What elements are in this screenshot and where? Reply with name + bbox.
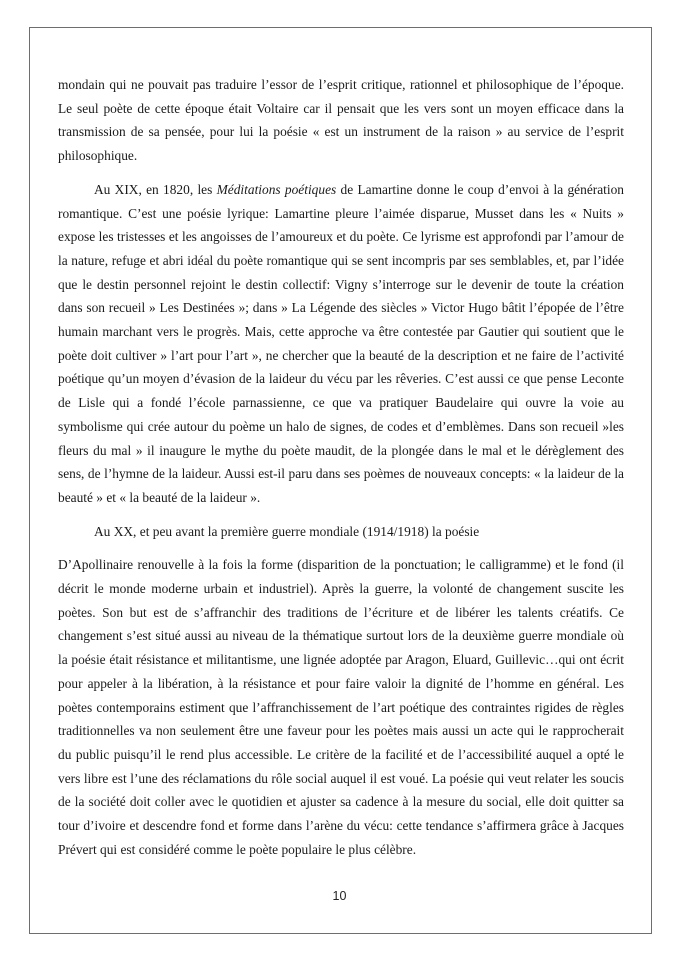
paragraph-apollinaire: D’Apollinaire renouvelle à la fois la forme (disparition de la ponctuation; le calligramme) et le fond (il décrit le monde moderne urbain et industriel). Après la guerre, la volonté de changement suscite les poètes. Son but est de s’affranchir des traditions de l’écriture et de libérer les talents créatifs. Ce changement s’est situé aussi au niveau de la thématique surtout lors de la deuxième guerre mondiale où la poésie était résistance et militantisme, une lignée adoptée par Aragon, Eluard, Guillevic…qui ont écrit pour appeler à la libération, à la résistance et pour faire valoir la dignité de l’homme en général. Les poètes contemporains estiment que l’affranchissement de l’art poétique des contraintes rigides de règles traditionnelles va non seulement être une faveur pour les poètes mais aussi un acte qui le rapprocherait du public puisqu’il le rend plus accessible. Le critère de la facilité et de l’accessibilité auquel a opté le vers libre est l’une des réclamations du rôle social auquel il est voué. La poésie qui veut relater les soucis de la société doit coller avec le quotidien et ajuster sa cadence à la mesure du social, elle doit quitter sa tour d’ivoire et descendre fond et forme dans l’arène du vécu: cette tendance s’affirmera grâce à Jacques Prévert qui est considéré comme le poète populaire le plus célèbre. [58, 557, 624, 857]
paragraph-voltaire: mondain qui ne pouvait pas traduire l’essor de l’esprit critique, rationnel et philosophique de l’époque. Le seul poète de cette époque était Voltaire car il pensait que les vers sont un moyen efficace dans la transmission de sa pensée, pour lui la poésie « est un instrument de la raison » au service de l’esprit philosophique. [58, 77, 624, 164]
paragraph-xx-siecle-intro: Au XX, et peu avant la première guerre mondiale (1914/1918) la poésie [94, 523, 480, 539]
page-number: 10 [332, 889, 347, 903]
paragraph-romantisme-body: de Lamartine donne le coup d’envoi à la génération romantique. C’est une poésie lyrique: Lamartine pleure l’aimée disparue, Musset dans les « Nuits » expose les tristesses et les angoisses de l’amoureux et du poète. Ce lyrisme est approfondi par l’amour de la nature, refuge et abri idéal du poète romantique qui se sent incompris par ses semblables, et, par l’idée que le destin personnel rejoint le destin collectif: Vigny s’interroge sur le devenir de toute la création dans son recueil » Les Destinées »; dans » La Légende des siècles » Victor Hugo bâtit l’épopée de l’être humain marchant vers le progrès. Mais, cette approche va être contestée par Gautier qui soutient que le poète doit cultiver » l’art pour l’art », ne chercher que la beauté de la description et ne faire de l’activité poétique qu’un moyen d’évasion de la laideur du vécu par les rêveries. C’est aussi ce que pense Leconte de Lisle qui a fondé l’école parnassienne, ce que va pratiquer Baudelaire qui ouvre la voie au symbolisme qui crée autour du poème un halo de signes, de codes et d’emblèmes. Dans son recueil »les fleurs du mal » il inaugure le mythe du poète maudit, de la plongée dans le mal et le dérèglement des sens, de l’hymne de la laideur. Aussi est-il paru dans ses poèmes de nouveaux concepts: « la laideur de la beauté » et « la beauté de la laideur ». [58, 181, 624, 505]
document-body [58, 73, 624, 872]
paragraph-romantisme [58, 178, 624, 510]
paragraph-romantisme-intro: Au XIX, en 1820, les [94, 181, 217, 197]
title-meditations-poetiques: Méditations poétiques [216, 181, 337, 197]
